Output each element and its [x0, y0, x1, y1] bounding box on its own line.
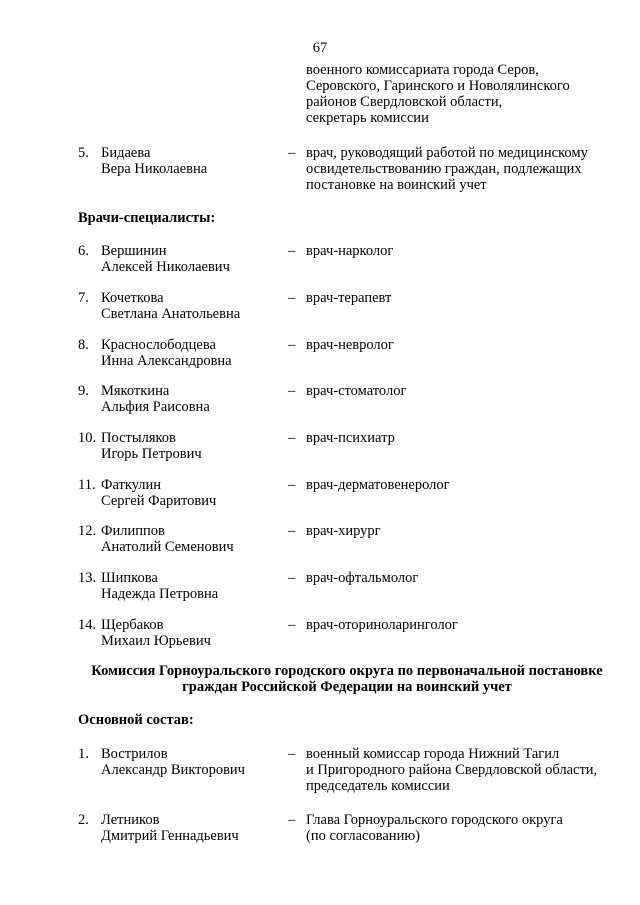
role-line: председатель комиссии	[306, 778, 450, 794]
role-line: врач-дерматовенеролог	[306, 477, 450, 493]
entry-role	[306, 290, 626, 306]
continuation-text	[306, 62, 626, 126]
commission-title-line: граждан Российской Федерации на воинский учет	[182, 679, 512, 695]
surname: Щербаков	[101, 617, 164, 633]
surname: Вершинин	[101, 243, 167, 259]
entry-role	[306, 477, 626, 493]
entry-dash: –	[288, 145, 296, 161]
entry-dash: –	[288, 746, 296, 762]
given-names: Анатолий Семенович	[101, 539, 234, 555]
role-line: освидетельствованию граждан, подлежащих	[306, 161, 582, 177]
role-line: врач-офтальмолог	[306, 570, 419, 586]
entry-name	[101, 523, 281, 555]
given-names: Светлана Анатольевна	[101, 306, 241, 322]
surname: Летников	[101, 812, 160, 828]
commission-title	[0, 663, 640, 695]
main-composition-heading: Основной состав:	[78, 712, 194, 728]
entry-name	[101, 243, 281, 275]
continuation-line: военного комиссариата города Серов,	[306, 62, 539, 78]
role-line: врач-психиатр	[306, 430, 395, 446]
role-line: врач-невролог	[306, 337, 394, 353]
surname: Вострилов	[101, 746, 168, 762]
specialists-heading: Врачи-специалисты:	[78, 210, 216, 226]
surname: Филиппов	[101, 523, 165, 539]
role-line: военный комиссар города Нижний Тагил	[306, 746, 560, 762]
role-line: врач, руководящий работой по медицинскому	[306, 145, 588, 161]
entry-role	[306, 430, 626, 446]
role-line: (по согласованию)	[306, 828, 420, 844]
entry-role	[306, 570, 626, 586]
entry-number: 11.	[78, 477, 96, 493]
entry-dash: –	[288, 383, 296, 399]
entry-name	[101, 617, 281, 649]
entry-name	[101, 746, 281, 778]
entry-name	[101, 812, 281, 844]
entry-name	[101, 383, 281, 415]
entry-number: 10.	[78, 430, 97, 446]
given-names: Вера Николаевна	[101, 161, 208, 177]
entry-role	[306, 337, 626, 353]
entry-dash: –	[288, 243, 296, 259]
given-names: Михаил Юрьевич	[101, 633, 211, 649]
entry-number: 12.	[78, 523, 97, 539]
surname: Бидаева	[101, 145, 151, 161]
role-line: постановке на воинский учет	[306, 177, 487, 193]
surname: Кочеткова	[101, 290, 164, 306]
entry-name	[101, 290, 281, 322]
entry-number: 1.	[78, 746, 89, 762]
entry-dash: –	[288, 430, 296, 446]
entry-name	[101, 570, 281, 602]
entry-number: 7.	[78, 290, 89, 306]
continuation-line: районов Свердловской области,	[306, 94, 503, 110]
entry-dash: –	[288, 523, 296, 539]
surname: Фаткулин	[101, 477, 162, 493]
entry-name	[101, 430, 281, 462]
entry-role	[306, 145, 626, 193]
entry-number: 9.	[78, 383, 89, 399]
given-names: Дмитрий Геннадьевич	[101, 828, 239, 844]
surname: Шипкова	[101, 570, 158, 586]
given-names: Инна Александровна	[101, 353, 232, 369]
entry-number: 2.	[78, 812, 89, 828]
role-line: врач-стоматолог	[306, 383, 407, 399]
continuation-line: секретарь комиссии	[306, 110, 429, 126]
entry-dash: –	[288, 290, 296, 306]
entry-number: 6.	[78, 243, 89, 259]
role-line: врач-оториноларинголог	[306, 617, 458, 633]
entry-dash: –	[288, 477, 296, 493]
given-names: Сергей Фаритович	[101, 493, 217, 509]
given-names: Алексей Николаевич	[101, 259, 230, 275]
entry-dash: –	[288, 617, 296, 633]
surname: Постыляков	[101, 430, 176, 446]
role-line: врач-хирург	[306, 523, 381, 539]
surname: Мякоткина	[101, 383, 170, 399]
continuation-line: Серовского, Гаринского и Новолялинского	[306, 78, 570, 94]
entry-number: 8.	[78, 337, 89, 353]
role-line: и Пригородного района Свердловской области,	[306, 762, 598, 778]
entry-name	[101, 337, 281, 369]
page-number: 67	[312, 40, 328, 56]
entry-role	[306, 523, 626, 539]
given-names: Альфия Раисовна	[101, 399, 210, 415]
entry-role	[306, 812, 626, 844]
given-names: Игорь Петрович	[101, 446, 202, 462]
entry-name	[101, 145, 281, 177]
surname: Краснослободцева	[101, 337, 216, 353]
commission-title-line: Комиссия Горноуральского городского округа по первоначальной постановке	[91, 663, 603, 679]
role-line: Глава Горноуральского городского округа	[306, 812, 563, 828]
entry-role	[306, 243, 626, 259]
entry-role	[306, 617, 626, 633]
role-line: врач-терапевт	[306, 290, 392, 306]
entry-role	[306, 383, 626, 399]
given-names: Александр Викторович	[101, 762, 245, 778]
entry-dash: –	[288, 337, 296, 353]
entry-number: 14.	[78, 617, 97, 633]
role-line: врач-нарколог	[306, 243, 394, 259]
entry-number: 5.	[78, 145, 89, 161]
given-names: Надежда Петровна	[101, 586, 219, 602]
entry-role	[306, 746, 626, 794]
entry-number: 13.	[78, 570, 97, 586]
entry-dash: –	[288, 812, 296, 828]
entry-name	[101, 477, 281, 509]
entry-dash: –	[288, 570, 296, 586]
